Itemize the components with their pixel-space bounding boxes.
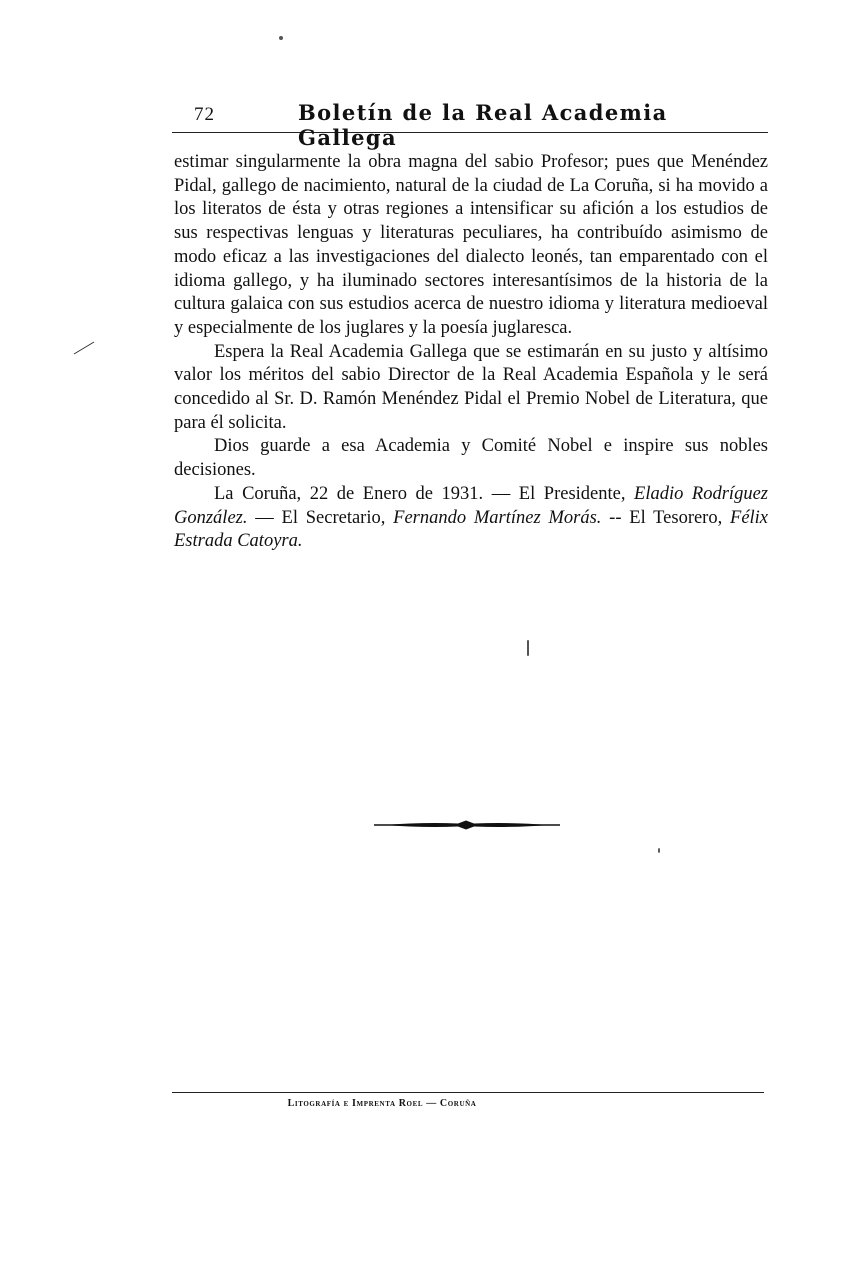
- footer-rule: [172, 1092, 764, 1093]
- printer-imprint: Litografía e Imprenta Roel — Coruña: [287, 1098, 477, 1109]
- paragraph-2: Espera la Real Academia Gallega que se estimarán en su justo y altísimo valor los méritos del sabio Director de la Real Academia Española y le será concedido al Sr. D. Ramón Menéndez Pidal el Premio Nobel de Literatura, que para él solicita.: [174, 341, 768, 433]
- pencil-mark-icon: [72, 340, 96, 356]
- treasurer-name: Félix Estrada Catoyra.: [174, 507, 769, 552]
- president-name: Eladio Rodríguez González.: [174, 483, 768, 528]
- paragraph-1: estimar singularmente la obra magna del sabio Profesor; pues que Menéndez Pidal, gallego de nacimiento, natural de la ciudad de La Coruña, si ha movido a los literatos de ésta y otras regiones a intensificar su afición a los estudios de sus respectivas lenguas y literaturas peculiares, ha contribuído asimismo de modo eficaz a las investigaciones del dialecto leonés, tan emparentado con el idioma gallego, y ha iluminado sectores interesantísimos de la historia de la cultura galaica con sus estudios acerca de nuestro idioma y literatura medioeval y especialmente de los juglares y la poesía juglaresca.: [174, 152, 768, 338]
- ornament-divider-icon: [374, 818, 560, 832]
- closing-signatures: [174, 483, 768, 554]
- page-header: [172, 98, 768, 150]
- paragraph-3: Dios guarde a esa Academia y Comité Nobel e inspire sus nobles decisiones.: [174, 436, 768, 481]
- treasurer-label: -- El Tesorero,: [601, 507, 723, 528]
- body-text: [174, 151, 768, 554]
- running-title: Boletín de la Real Academia Gallega: [298, 100, 668, 150]
- scan-speck: [658, 848, 660, 853]
- secretary-name: Fernando Martínez Morás.: [393, 507, 602, 528]
- scan-speck: [527, 640, 529, 656]
- place-date: La Coruña, 22 de Enero de 1931. — El Presidente,: [214, 483, 626, 504]
- page-number: 72: [194, 104, 215, 125]
- scan-speck: [279, 36, 283, 40]
- secretary-label: — El Secretario,: [247, 507, 386, 528]
